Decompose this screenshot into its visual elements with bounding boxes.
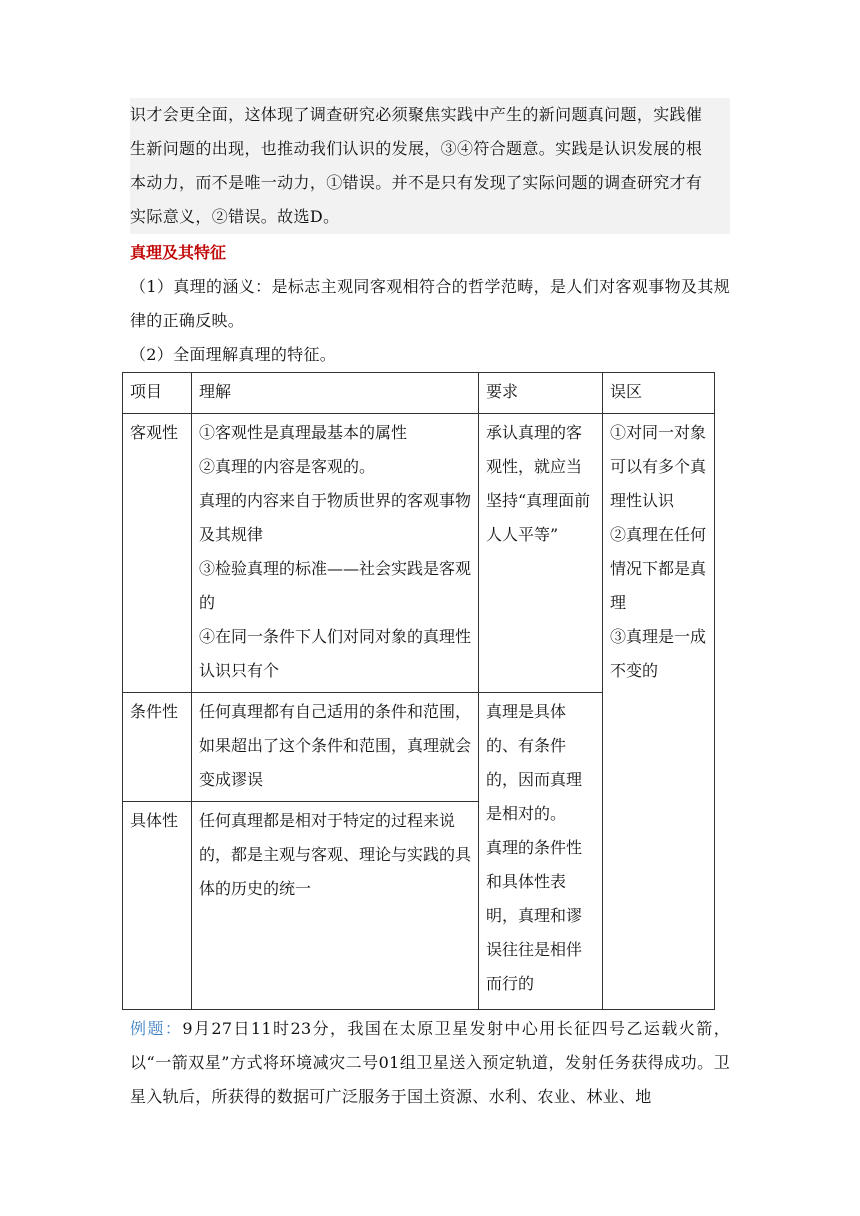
example-label: 例题：	[130, 1019, 183, 1038]
explanation-line: 识才会更全面，这体现了调查研究必须聚焦实践中产生的新问题真问题，实践催	[130, 105, 703, 124]
misconception-item: ①对同一对象可以有多个真理性认识	[610, 423, 707, 510]
understanding-line: ③检验真理的标准——社会实践是客观的	[199, 559, 472, 612]
understanding-line: ②真理的内容是客观的。	[199, 457, 376, 476]
table-header-cell: 理解	[192, 373, 479, 414]
explanation-line: 实际意义，②错误。故选D。	[130, 207, 340, 226]
shared-requirement-cell	[479, 693, 603, 1010]
understanding-line: ④在同一条件下人们对同对象的真理性认识只有个	[199, 627, 472, 680]
table-header-row	[123, 373, 715, 414]
row-item-cell: 具体性	[123, 802, 192, 1010]
understanding-line: 任何真理都是相对于特定的过程来说的，都是主观与客观、理论与实践的具体的历史的统一	[199, 811, 472, 898]
truth-definition: （1）真理的涵义：是标志主观同客观相符合的哲学范畴，是人们对客观事物及其规律的正确反映。	[130, 277, 730, 330]
table-header-cell: 要求	[479, 373, 603, 414]
section-title: 真理及其特征	[130, 243, 227, 262]
table-row	[123, 414, 715, 693]
understanding-line: 真理的内容来自于物质世界的客观事物及其规律	[199, 491, 472, 544]
explanation-line: 本动力，而不是唯一动力，①错误。并不是只有发现了实际问题的调查研究才有	[130, 173, 703, 192]
table-header-cell: 误区	[603, 373, 715, 414]
truth-feature-intro: （2）全面理解真理的特征。	[130, 345, 337, 364]
misconception-item: ②真理在任何情况下都是真理	[610, 525, 707, 612]
misconception-item: ③真理是一成不变的	[610, 627, 707, 680]
requirement-line: 真理是具体的、有条件的，因而真理是相对的。	[486, 702, 583, 823]
example-text: 9月27日11时23分，我国在太原卫星发射中心用长征四号乙运载火箭，以“一箭双星”方式将环境减灾二号01组卫星送入预定轨道，发射任务获得成功。卫星入轨后，所获得的数据可广泛服务于国土资源、水利、农业、林业、地	[130, 1019, 730, 1106]
row-understanding-cell	[192, 802, 479, 1010]
understanding-line: 任何真理都有自己适用的条件和范围，如果超出了这个条件和范围，真理就会变成谬误	[199, 702, 472, 789]
misconceptions-cell	[603, 414, 715, 1010]
row-item-cell: 客观性	[123, 414, 192, 693]
truth-features-table	[122, 372, 715, 1010]
answer-explanation-block	[130, 98, 730, 234]
requirement-line: 真理的条件性和具体性表明，真理和谬误往往是相伴而行的	[486, 838, 583, 993]
explanation-line: 生新问题的出现，也推动我们认识的发展，③④符合题意。实践是认识发展的根	[130, 139, 703, 158]
example-paragraph	[130, 1012, 730, 1114]
table-header-cell: 项目	[123, 373, 192, 414]
row-item-cell: 条件性	[123, 693, 192, 802]
understanding-line: ①客观性是真理最基本的属性	[199, 423, 408, 442]
row-understanding-cell	[192, 693, 479, 802]
document-page	[130, 98, 730, 1114]
row-requirement-cell: 承认真理的客观性，就应当坚持“真理面前人人平等”	[479, 414, 603, 693]
row-understanding-cell	[192, 414, 479, 693]
